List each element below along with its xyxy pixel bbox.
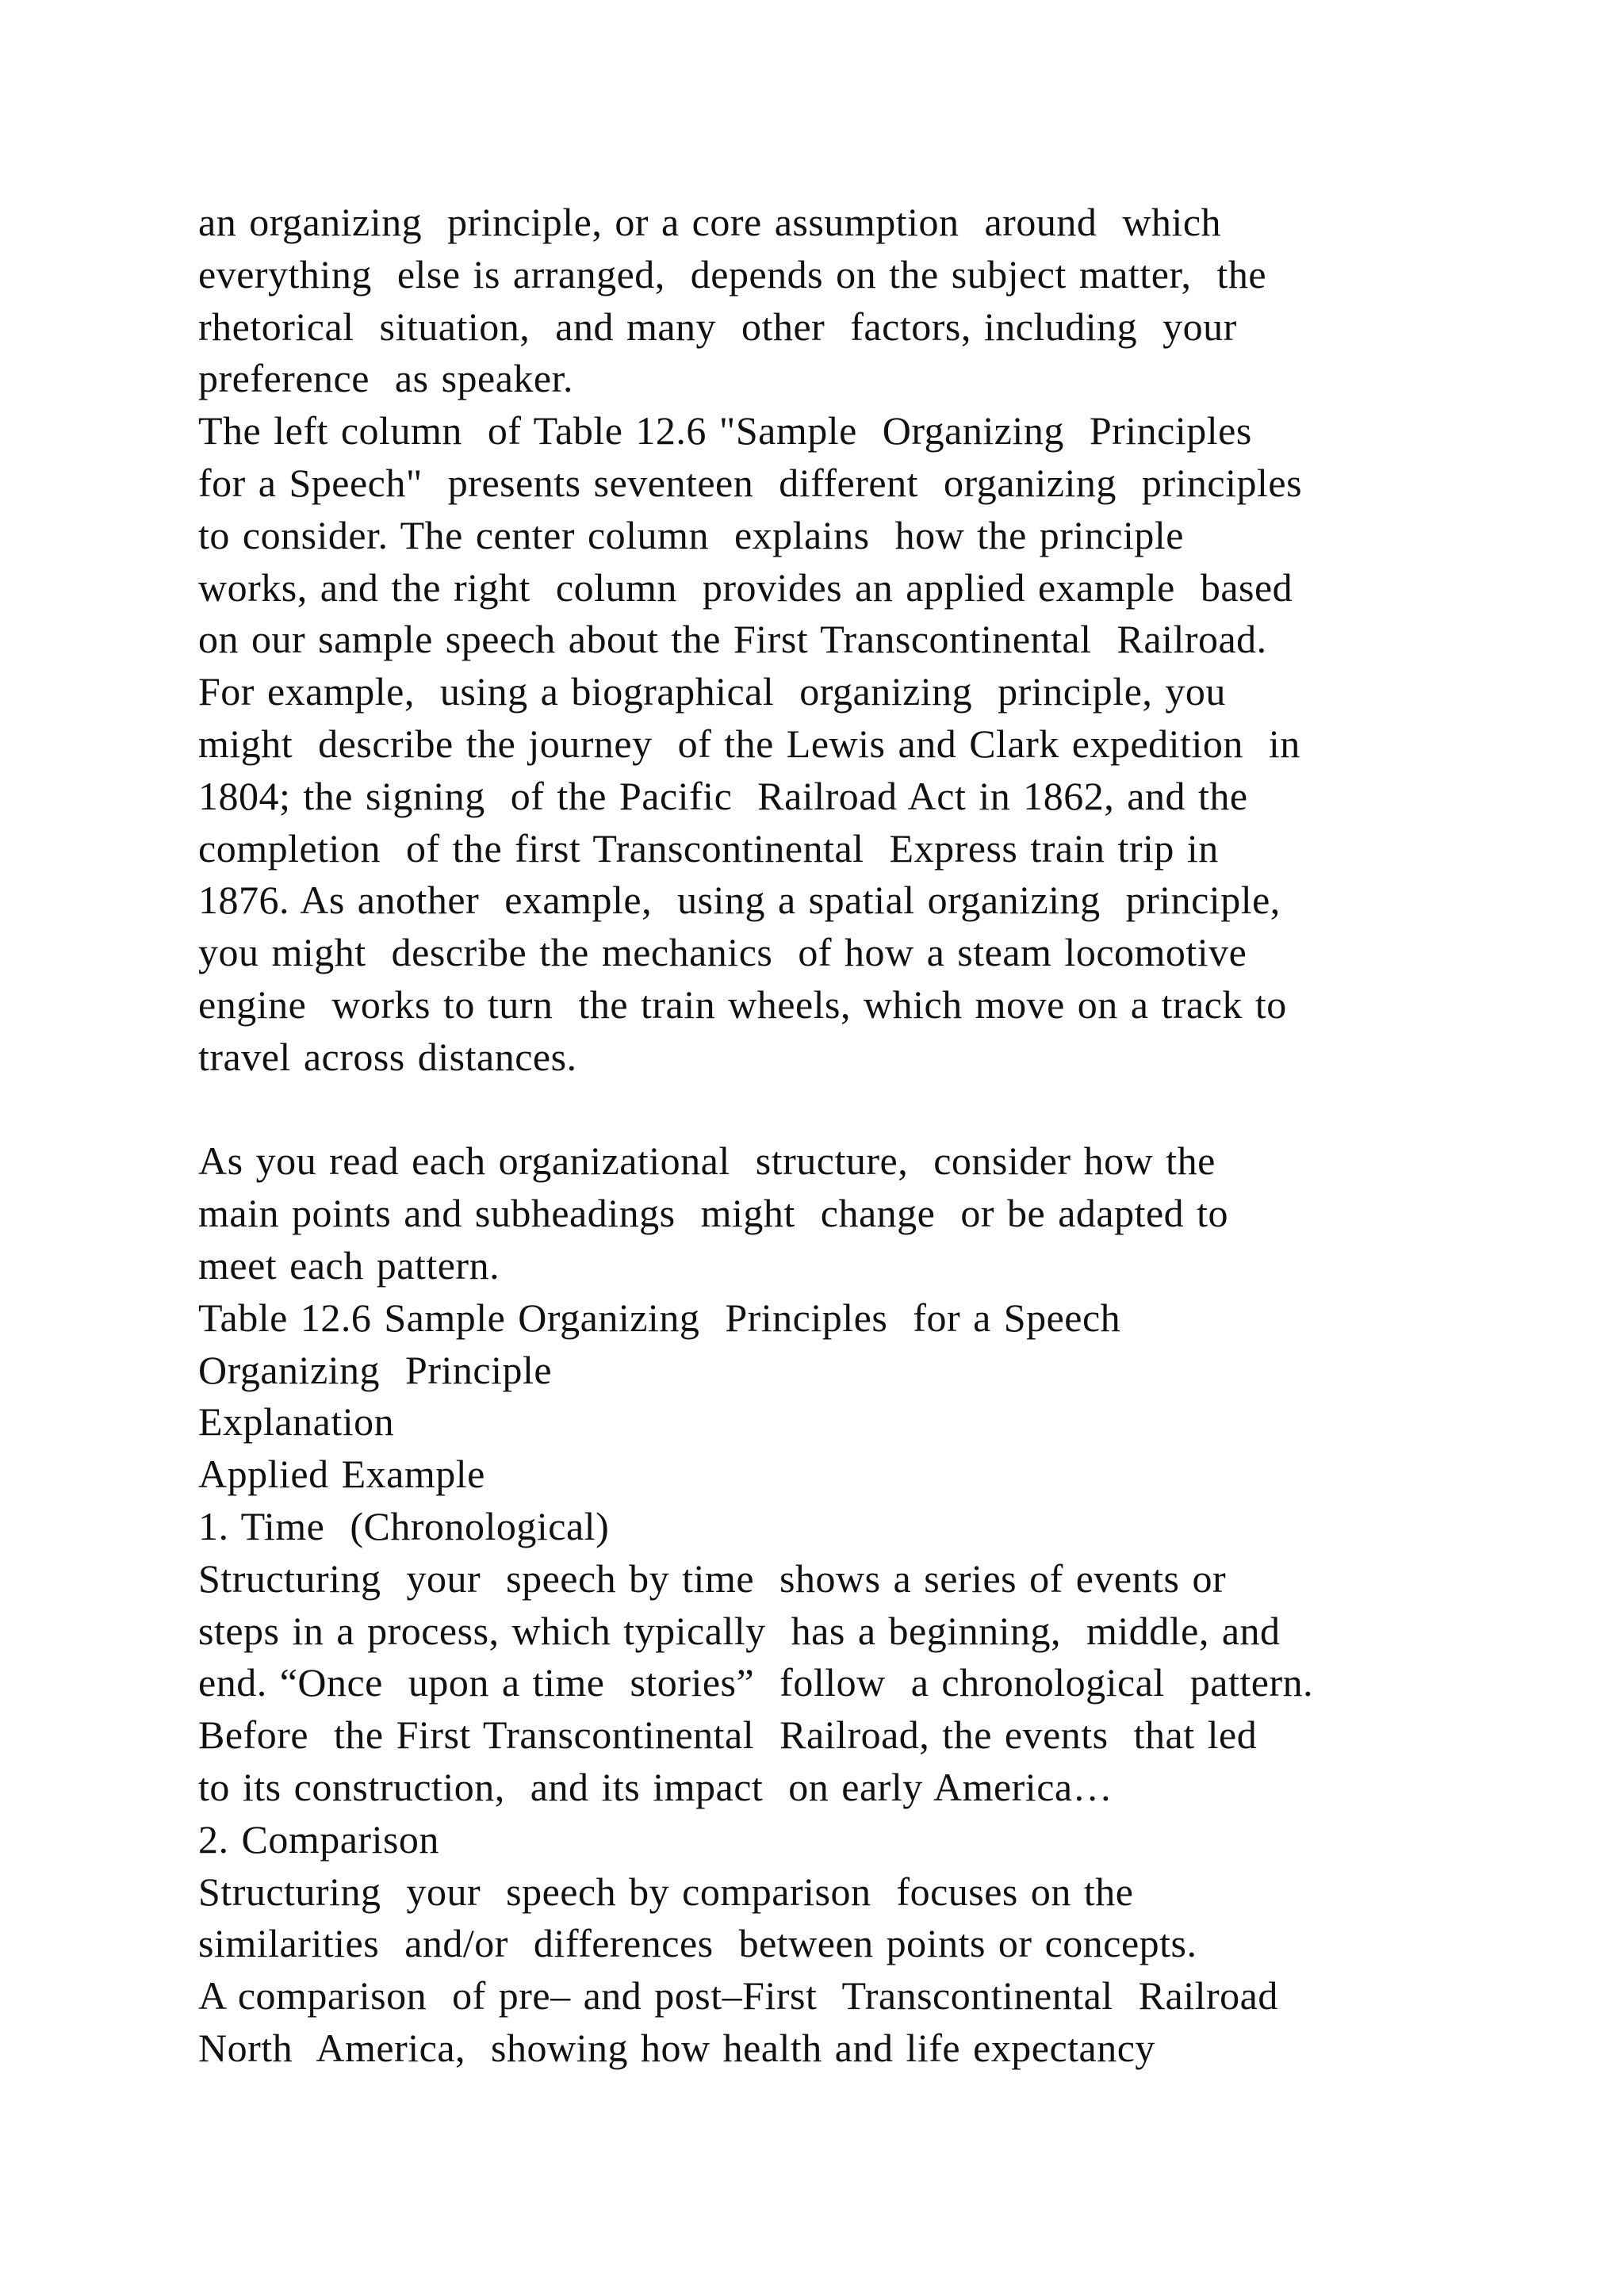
principle-heading: 2. Comparison: [198, 1816, 439, 1862]
text-line: 1876. As another example, using a spatial organizing principle,: [198, 878, 1281, 923]
column-header: Applied Example: [198, 1452, 485, 1497]
text-line: preference as speaker.: [198, 356, 573, 401]
text-line: completion of the first Transcontinental Express train trip in: [198, 825, 1219, 871]
text-line: engine works to turn the train wheels, which move on a track to: [198, 982, 1287, 1027]
text-line: to consider. The center column explains how the principle: [198, 512, 1184, 557]
text-line: Before the First Transcontinental Railroad, the events that led: [198, 1712, 1258, 1758]
principle-heading: 1. Time (Chronological): [198, 1503, 610, 1548]
text-line: 1804; the signing of the Pacific Railroad Act in 1862, and the: [198, 773, 1248, 818]
text-line: everything else is arranged, depends on the subject matter, the: [198, 251, 1267, 297]
text-line: North America, showing how health and life expectancy: [198, 2025, 1155, 2070]
table-caption: Table 12.6 Sample Organizing Principles for a Speech: [198, 1295, 1121, 1340]
text-line: might describe the journey of the Lewis and Clark expedition in: [198, 721, 1300, 766]
column-header: Organizing Principle: [198, 1347, 553, 1392]
text-line: meet each pattern.: [198, 1242, 500, 1288]
text-line: similarities and/or differences between points or concepts.: [198, 1921, 1197, 1966]
text-line: Structuring your speech by comparison focuses on the: [198, 1869, 1134, 1914]
text-line: for a Speech" presents seventeen different organizing principles: [198, 460, 1303, 505]
text-line: to its construction, and its impact on early America…: [198, 1764, 1113, 1809]
text-line: main points and subheadings might change or be adapted to: [198, 1191, 1229, 1236]
text-line: an organizing principle, or a core assumption around which: [198, 200, 1222, 244]
text-line: you might describe the mechanics of how a steam locomotive: [198, 930, 1247, 975]
text-line: steps in a process, which typically has a beginning, middle, and: [198, 1608, 1281, 1653]
text-line: The left column of Table 12.6 "Sample Organizing Principles: [198, 408, 1252, 453]
text-line: travel across distances.: [198, 1034, 577, 1079]
text-line: on our sample speech about the First Transcontinental Railroad.: [198, 617, 1267, 662]
document-body: [198, 197, 1507, 2075]
text-line: works, and the right column provides an applied example based: [198, 564, 1293, 610]
text-line: end. “Once upon a time stories” follow a chronological pattern.: [198, 1660, 1314, 1705]
text-line: rhetorical situation, and many other factors, including your: [198, 304, 1237, 349]
text-line: A comparison of pre– and post–First Transcontinental Railroad: [198, 1973, 1278, 2019]
column-header: Explanation: [198, 1399, 395, 1445]
text-line: As you read each organizational structure, consider how the: [198, 1138, 1216, 1184]
text-line: For example, using a biographical organizing principle, you: [198, 669, 1226, 714]
text-line: Structuring your speech by time shows a series of events or: [198, 1556, 1227, 1601]
blank-line: [198, 1084, 1507, 1136]
